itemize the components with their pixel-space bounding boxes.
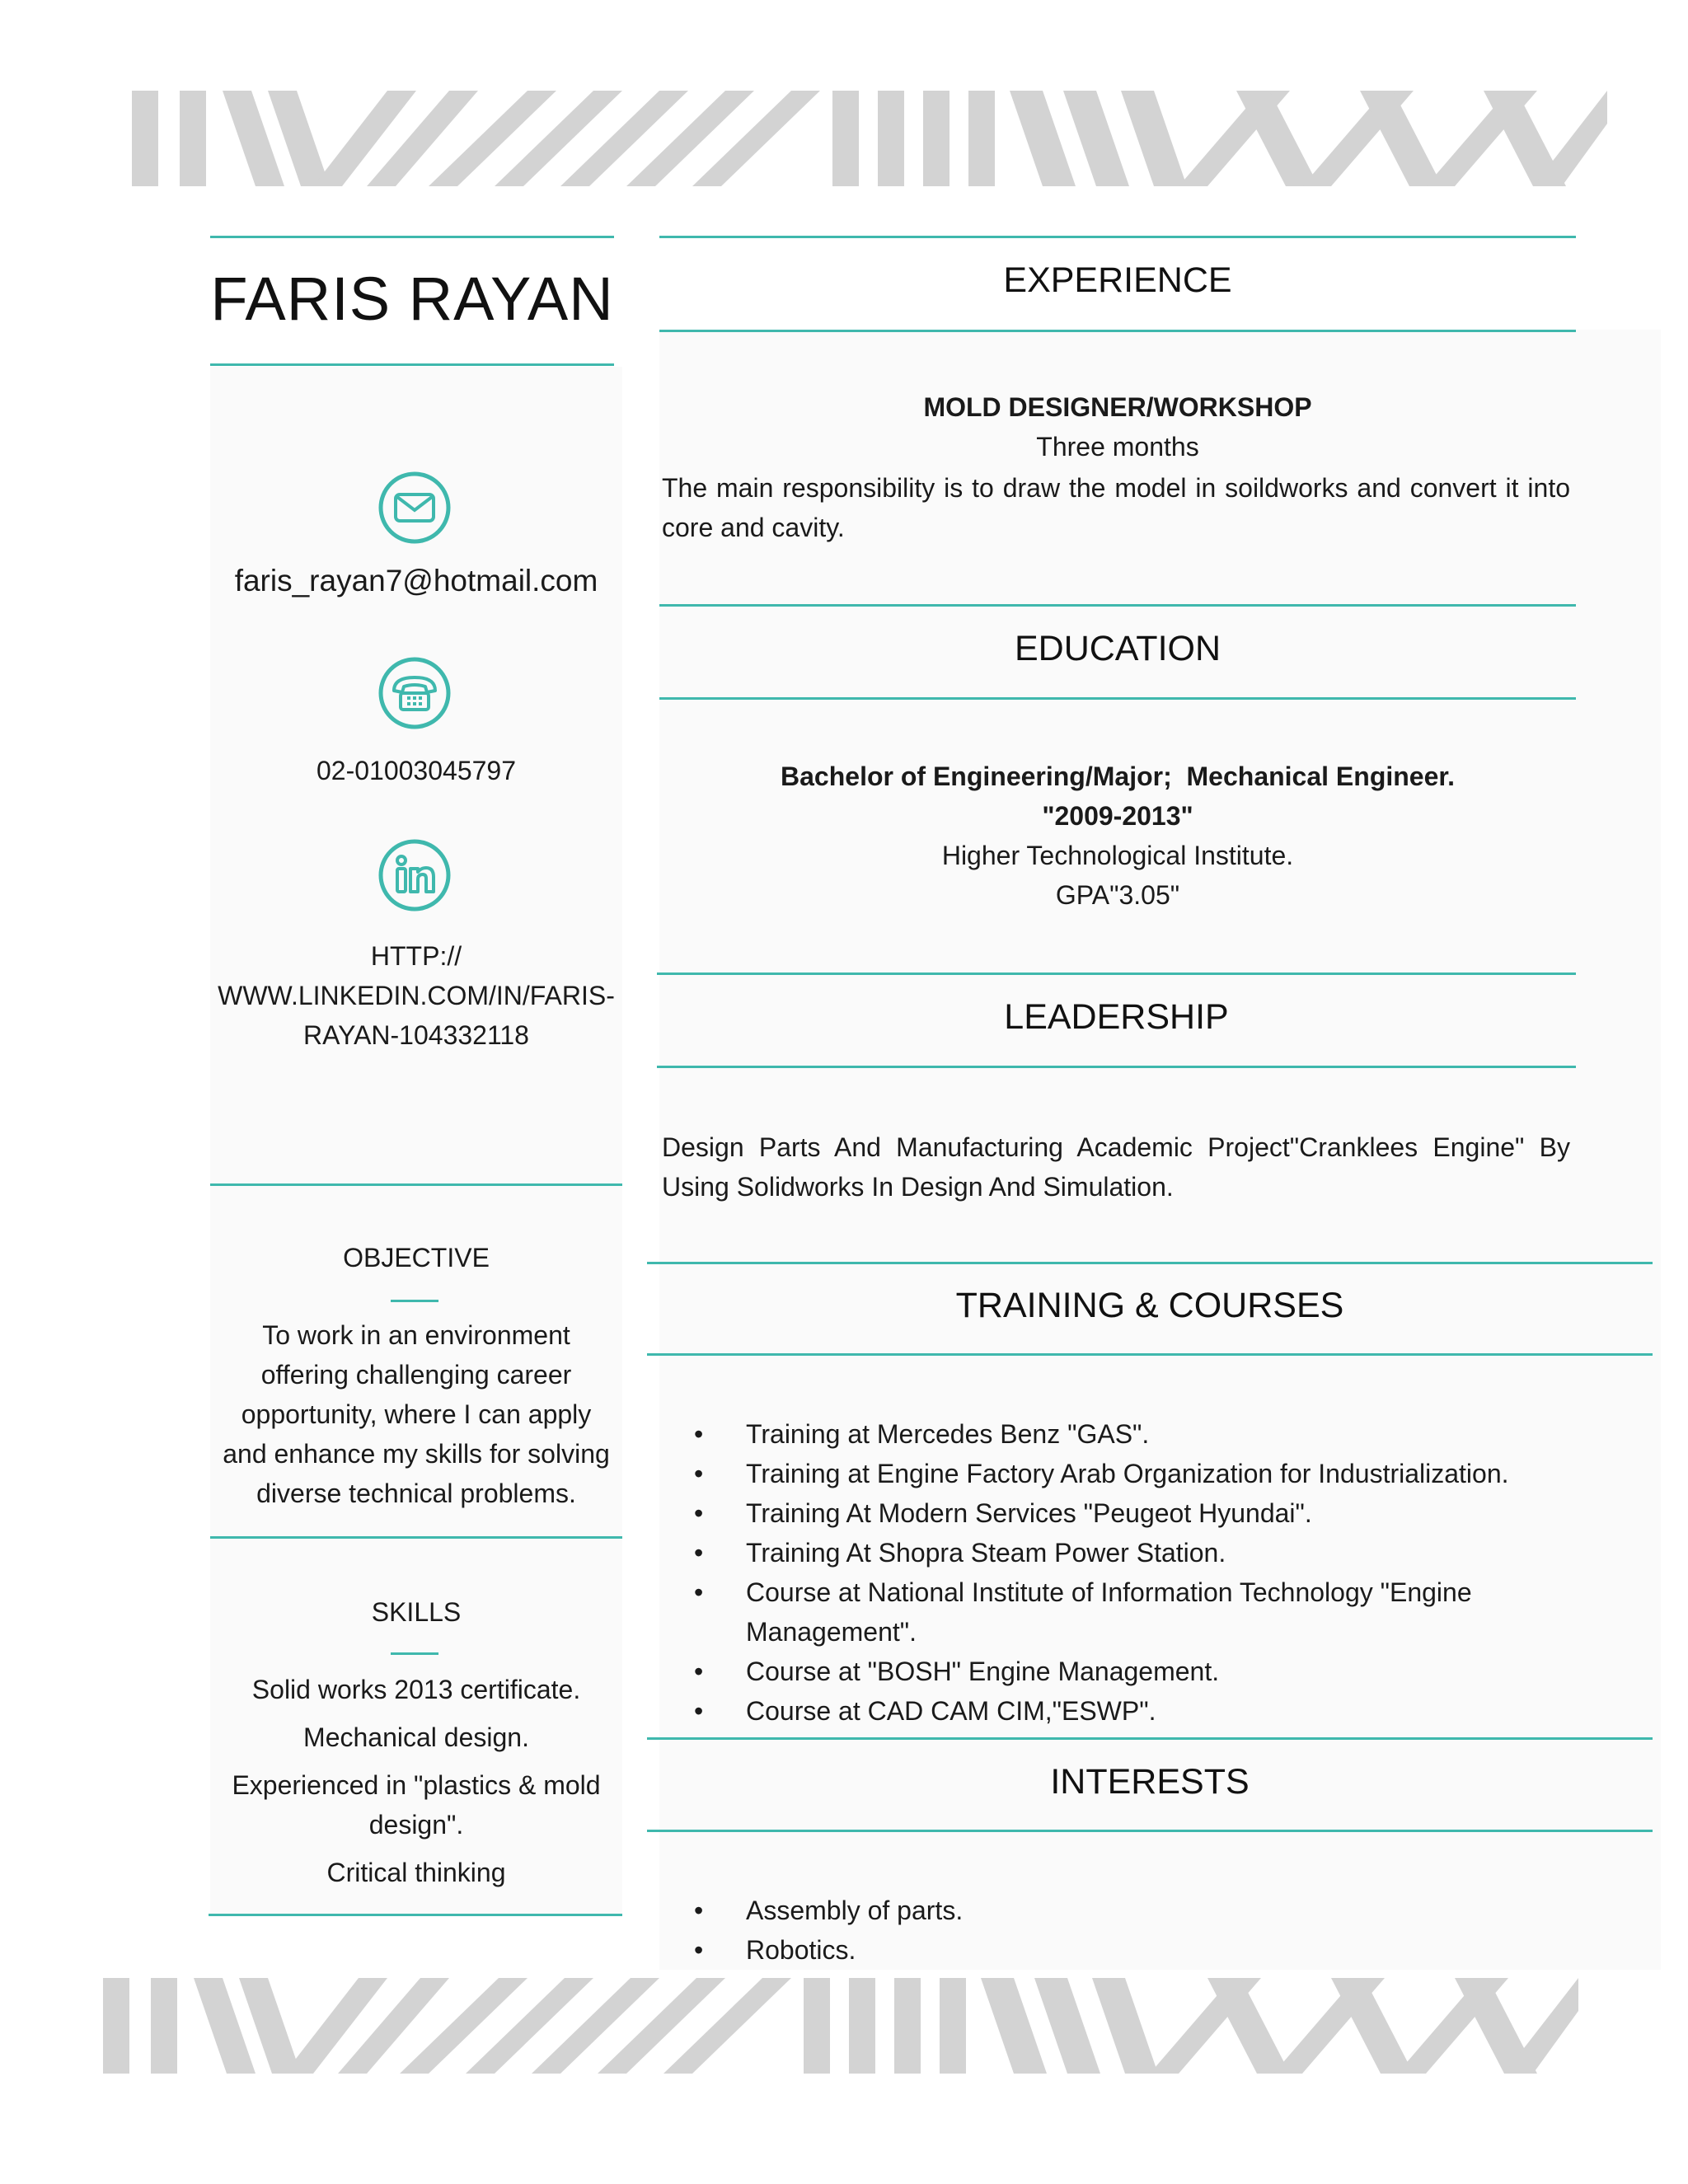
skill-item: Experienced in "plastics & mold	[232, 1770, 601, 1800]
education-degree: Bachelor of Engineering/Major; Mechanical Engineer.	[781, 762, 1455, 791]
list-item: • Training at Engine Factory Arab Organization for Industrialization.	[659, 1454, 1582, 1493]
skill-item: design".	[368, 1810, 464, 1840]
list-item: • Robotics.	[659, 1930, 1582, 1970]
linkedin-icon	[377, 838, 452, 912]
contact-bottom-rule	[210, 1183, 622, 1186]
list-item: • Training at Mercedes Benz "GAS".	[659, 1414, 1582, 1454]
interests-list	[659, 1891, 1582, 1970]
skill-item: Mechanical design.	[303, 1722, 529, 1752]
top-stripe-banner	[0, 91, 1688, 186]
leadership-text: Design Parts And Manufacturing Academic Project"Cranklees Engine" By Using Solidworks In Design And Simulation.	[662, 1132, 1570, 1202]
phone-number: 02-01003045797	[316, 756, 516, 785]
interests-heading: INTERESTS	[1050, 1762, 1250, 1802]
training-list	[659, 1414, 1582, 1731]
leadership-section-end-rule	[647, 1262, 1653, 1264]
education-gpa: GPA"3.05"	[1055, 880, 1180, 910]
experience-title: MOLD DESIGNER/WORKSHOP	[923, 392, 1312, 422]
objective-bottom-rule	[210, 1536, 622, 1539]
objective-line: diverse technical problems.	[256, 1479, 576, 1508]
telephone-icon	[377, 656, 452, 730]
interests-bottom-rule	[647, 1830, 1653, 1832]
skill-item: Critical thinking	[326, 1858, 506, 1887]
list-item: • Course at "BOSH" Engine Management.	[659, 1652, 1582, 1691]
list-item: • Assembly of parts.	[659, 1891, 1582, 1930]
objective-heading: OBJECTIVE	[343, 1243, 490, 1272]
linkedin-url[interactable]	[210, 936, 622, 1055]
name-top-rule	[210, 236, 614, 238]
experience-top-rule	[659, 236, 1576, 238]
experience-heading: EXPERIENCE	[1003, 260, 1232, 300]
experience-section-end-rule	[659, 604, 1576, 607]
name-bottom-rule	[210, 363, 614, 366]
leadership-bottom-rule	[657, 1066, 1576, 1068]
training-bottom-rule	[647, 1353, 1653, 1356]
skill-item: Solid works 2013 certificate.	[251, 1675, 581, 1704]
training-section-end-rule	[647, 1737, 1653, 1740]
experience-bottom-rule	[659, 330, 1576, 332]
education-section-end-rule	[657, 972, 1576, 975]
skills-bottom-rule	[209, 1914, 622, 1916]
leadership-heading: LEADERSHIP	[1004, 997, 1229, 1037]
objective-line: offering challenging career	[260, 1360, 572, 1390]
training-heading: TRAINING & COURSES	[955, 1286, 1344, 1325]
list-item: • Course at CAD CAM CIM,"ESWP".	[659, 1691, 1582, 1731]
objective-text	[210, 1315, 622, 1513]
envelope-icon	[377, 471, 452, 545]
experience-description: The main responsibility is to draw the model in soildworks and convert it into core and cavity.	[662, 473, 1570, 542]
candidate-name: FARIS RAYAN	[210, 265, 614, 333]
list-item: • Training At Modern Services "Peugeot Hyundai".	[659, 1493, 1582, 1533]
education-heading: EDUCATION	[1014, 629, 1221, 668]
education-institute: Higher Technological Institute.	[941, 841, 1294, 870]
linkedin-url-line-1: HTTP://	[370, 941, 462, 971]
list-item: • Training At Shopra Steam Power Station.	[659, 1533, 1582, 1572]
objective-line: opportunity, where I can apply	[241, 1399, 592, 1429]
list-item: • Course at National Institute of Information Technology "Engine Management".	[659, 1572, 1582, 1652]
email-link[interactable]: faris_rayan7@hotmail.com	[234, 564, 598, 598]
linkedin-url-line-2: WWW.LINKEDIN.COM/IN/FARIS-	[218, 981, 615, 1010]
skills-divider	[391, 1652, 438, 1655]
skills-heading: SKILLS	[371, 1597, 462, 1627]
objective-line: and enhance my skills for solving	[223, 1439, 610, 1469]
education-bottom-rule	[659, 697, 1576, 700]
experience-duration: Three months	[1036, 432, 1199, 462]
objective-divider	[391, 1300, 438, 1302]
education-years: "2009-2013"	[1042, 801, 1193, 831]
bottom-stripe-banner	[0, 1978, 1688, 2074]
skills-list	[210, 1670, 622, 1892]
objective-line: To work in an environment	[262, 1320, 570, 1350]
linkedin-url-line-3: RAYAN-104332118	[303, 1020, 529, 1050]
